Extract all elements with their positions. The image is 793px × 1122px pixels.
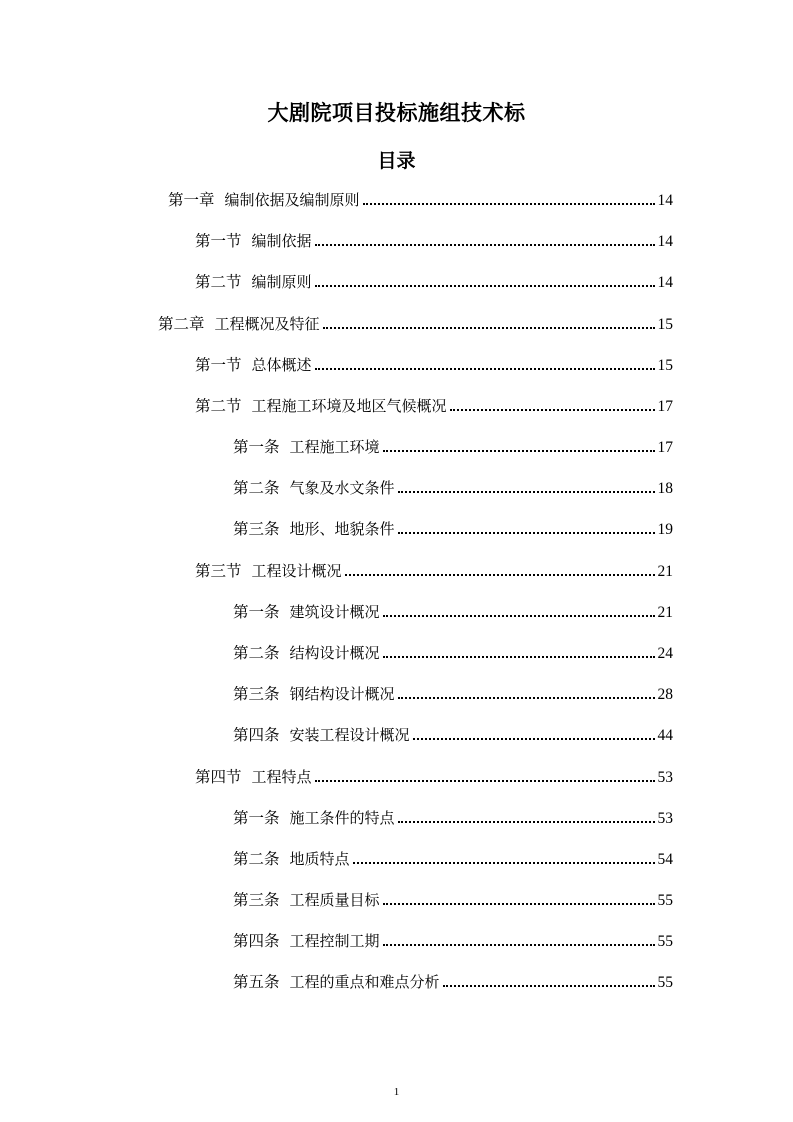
toc-entry[interactable]: [195, 221, 673, 251]
toc-entry-title: 施工条件的特点: [289, 809, 395, 827]
toc-entry-number: 第一条: [233, 810, 280, 827]
toc-entry-title: 编制依据: [251, 232, 312, 250]
toc-entry[interactable]: [233, 839, 673, 869]
toc-entry[interactable]: [195, 551, 673, 581]
toc-entry-title: 安装工程设计概况: [289, 726, 410, 744]
toc-entry[interactable]: [233, 427, 673, 457]
dot-leader: [383, 944, 655, 946]
toc-entry-number: 第一章: [168, 192, 215, 209]
dot-leader: [315, 285, 655, 287]
toc-entry[interactable]: [195, 386, 673, 416]
dot-leader: [413, 738, 655, 740]
dot-leader: [383, 903, 655, 905]
toc-entry[interactable]: [195, 757, 673, 787]
toc-entry-number: 第四条: [233, 933, 280, 950]
toc-entry-number: 第二节: [195, 274, 242, 291]
toc-entry-number: 第一节: [195, 233, 242, 250]
toc-entry-title: 气象及水文条件: [289, 479, 395, 497]
toc-entry[interactable]: [233, 798, 673, 828]
dot-leader: [315, 368, 655, 370]
toc-entry[interactable]: [195, 345, 673, 375]
toc-entry-page: 28: [657, 686, 673, 703]
toc-entry-page: 21: [657, 604, 673, 621]
toc-entry[interactable]: [233, 715, 673, 745]
toc-entry-number: 第五条: [233, 974, 280, 991]
toc-entry-page: 24: [657, 645, 673, 662]
toc-entry[interactable]: [233, 921, 673, 951]
toc-entry-number: 第一节: [195, 357, 242, 374]
toc-entry[interactable]: [233, 674, 673, 704]
toc-entry-number: 第三节: [195, 563, 242, 580]
dot-leader: [383, 656, 655, 658]
toc-entry-number: 第四节: [195, 769, 242, 786]
toc-entry-title: 钢结构设计概况: [289, 685, 395, 703]
dot-leader: [315, 780, 655, 782]
toc-entry-title: 编制原则: [251, 273, 312, 291]
toc-entry-page: 19: [657, 521, 673, 538]
toc-entry[interactable]: [233, 633, 673, 663]
toc-entry[interactable]: [233, 962, 673, 992]
toc-entry[interactable]: [233, 880, 673, 910]
toc-entry-page: 55: [657, 892, 673, 909]
toc-entry-title: 地质特点: [289, 850, 350, 868]
dot-leader: [450, 409, 655, 411]
dot-leader: [398, 491, 655, 493]
toc-entry-page: 14: [657, 274, 673, 291]
toc-entry-title: 工程质量目标: [289, 891, 380, 909]
dot-leader: [363, 203, 655, 205]
toc-entry-title: 工程施工环境: [289, 438, 380, 456]
toc-entry[interactable]: [158, 304, 673, 334]
toc-entry-number: 第二条: [233, 480, 280, 497]
toc-entry-number: 第二节: [195, 398, 242, 415]
dot-leader: [398, 821, 655, 823]
toc-entry-number: 第二条: [233, 645, 280, 662]
toc-entry-title: 工程的重点和难点分析: [289, 973, 440, 991]
toc-entry-page: 55: [657, 974, 673, 991]
dot-leader: [345, 574, 655, 576]
dot-leader: [443, 985, 655, 987]
toc-entry-number: 第三条: [233, 686, 280, 703]
toc-entry-title: 工程设计概况: [251, 562, 342, 580]
toc-entry-page: 17: [657, 439, 673, 456]
toc-entry-page: 44: [657, 727, 673, 744]
dot-leader: [383, 450, 655, 452]
toc-entry-number: 第二章: [158, 316, 205, 333]
toc-entry-page: 21: [657, 563, 673, 580]
dot-leader: [323, 327, 655, 329]
dot-leader: [383, 615, 655, 617]
toc-entry-page: 15: [657, 357, 673, 374]
toc-entry[interactable]: [233, 509, 673, 539]
toc-entry-number: 第一条: [233, 604, 280, 621]
toc-entry-title: 工程概况及特征: [214, 315, 320, 333]
toc-entry-page: 15: [657, 316, 673, 333]
toc-entry[interactable]: [168, 180, 673, 210]
toc-entry-title: 工程特点: [251, 768, 312, 786]
toc-entry-number: 第一条: [233, 439, 280, 456]
toc-entry-number: 第三条: [233, 521, 280, 538]
toc-entry-title: 编制依据及编制原则: [224, 191, 360, 209]
toc-entry-title: 建筑设计概况: [289, 603, 380, 621]
dot-leader: [398, 697, 655, 699]
toc-entry-page: 14: [657, 192, 673, 209]
dot-leader: [315, 244, 655, 246]
toc-entry-page: 53: [657, 769, 673, 786]
toc-entry-number: 第二条: [233, 851, 280, 868]
dot-leader: [398, 532, 655, 534]
dot-leader: [353, 862, 655, 864]
toc-entry[interactable]: [195, 262, 673, 292]
document-title: 大剧院项目投标施组技术标: [267, 101, 526, 125]
toc-entry-page: 14: [657, 233, 673, 250]
toc-entry-title: 总体概述: [251, 356, 312, 374]
toc-entry-page: 55: [657, 933, 673, 950]
toc-entry[interactable]: [233, 468, 673, 498]
toc-entry-page: 53: [657, 810, 673, 827]
page-number: 1: [393, 1086, 400, 1098]
toc-entry-title: 结构设计概况: [289, 644, 380, 662]
toc-entry-title: 工程施工环境及地区气候概况: [251, 397, 447, 415]
toc-entry-page: 17: [657, 398, 673, 415]
toc-entry-page: 54: [657, 851, 673, 868]
toc-entry-page: 18: [657, 480, 673, 497]
toc-entry-title: 地形、地貌条件: [289, 520, 395, 538]
toc-entry-number: 第三条: [233, 892, 280, 909]
toc-heading: 目录: [377, 150, 416, 172]
toc-entry[interactable]: [233, 592, 673, 622]
toc-entry-title: 工程控制工期: [289, 932, 380, 950]
toc-entry-number: 第四条: [233, 727, 280, 744]
